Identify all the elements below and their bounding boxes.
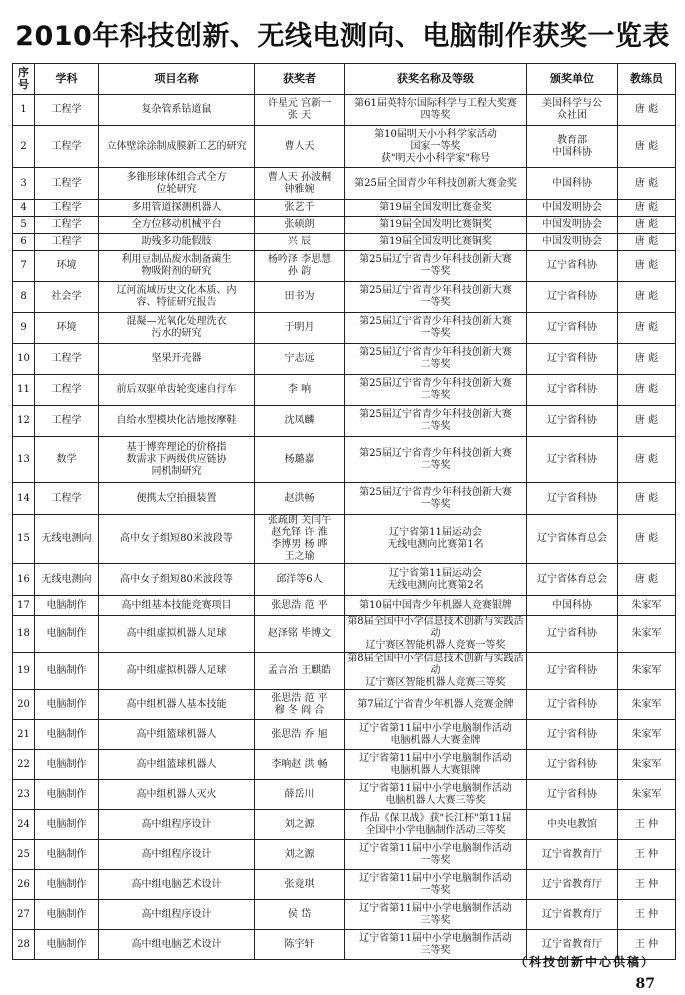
cell-no: 16 xyxy=(13,564,35,596)
page-number: 87 xyxy=(635,976,655,992)
cell-issuer: 辽宁省科协 xyxy=(527,344,618,375)
cell-no: 26 xyxy=(13,870,35,900)
table-row xyxy=(13,217,676,234)
cell-award: 第8届全国中小学信息技术创新与实践活动 辽宁赛区智能机器人竞赛一等奖 xyxy=(345,616,527,653)
cell-coach: 唐 彪 xyxy=(618,344,676,375)
cell-winner: 张硕朗 xyxy=(255,217,345,234)
cell-coach: 唐 彪 xyxy=(618,437,676,483)
table-row xyxy=(13,720,676,750)
cell-subject: 工程学 xyxy=(35,234,99,251)
page-title: 2010年科技创新、无线电测向、电脑制作获奖一览表 xyxy=(15,21,670,52)
cell-award: 辽宁省第11届运动会 无线电测向比赛第2名 xyxy=(345,564,527,596)
cell-project: 全方位移动机械平台 xyxy=(99,217,255,234)
cell-subject: 工程学 xyxy=(35,344,99,375)
cell-issuer: 中国发明协会 xyxy=(527,234,618,251)
cell-award: 第25届全国青少年科技创新大赛金奖 xyxy=(345,168,527,200)
cell-issuer: 辽宁省科协 xyxy=(527,375,618,406)
cell-winner: 张竟琪 xyxy=(255,870,345,900)
table-row xyxy=(13,690,676,720)
table-row xyxy=(13,406,676,437)
cell-winner: 杨吟泽 李思慧 孙 韵 xyxy=(255,251,345,282)
cell-winner: 李响赵 洪 畅 xyxy=(255,750,345,780)
cell-winner: 张疏朗 关闫午 赵允铎 许 淮 李博男 杨 晔 王之瑜 xyxy=(255,515,345,564)
cell-winner: 许星元 宫新一 张 天 xyxy=(255,95,345,126)
cell-winner: 赵泽铭 毕博文 xyxy=(255,616,345,653)
cell-coach: 唐 彪 xyxy=(618,564,676,596)
cell-winner: 张思浩 范 平 穆 冬 阎 合 xyxy=(255,690,345,720)
cell-winner: 刘之源 xyxy=(255,840,345,870)
cell-subject: 工程学 xyxy=(35,168,99,200)
cell-issuer: 辽宁省科协 xyxy=(527,750,618,780)
cell-winner: 刘之源 xyxy=(255,810,345,840)
table-row xyxy=(13,616,676,653)
cell-issuer: 美国科学与公 众社团 xyxy=(527,95,618,126)
cell-issuer: 辽宁省科协 xyxy=(527,653,618,690)
cell-subject: 电脑制作 xyxy=(35,810,99,840)
cell-award: 第25届辽宁省青少年科技创新大赛 二等奖 xyxy=(345,344,527,375)
cell-project: 高中组程序设计 xyxy=(99,840,255,870)
cell-subject: 工程学 xyxy=(35,95,99,126)
cell-award: 辽宁省第11届中小学电脑制作活动 电脑机器人大赛金牌 xyxy=(345,720,527,750)
cell-no: 17 xyxy=(13,596,35,616)
table-row xyxy=(13,234,676,251)
cell-project: 坚果开壳器 xyxy=(99,344,255,375)
credit-line: （科技创新中心供稿） xyxy=(514,955,655,969)
cell-winner: 张艺千 xyxy=(255,200,345,217)
cell-issuer: 中国科协 xyxy=(527,596,618,616)
cell-project: 高中组篮球机器人 xyxy=(99,720,255,750)
table-row xyxy=(13,168,676,200)
cell-no: 20 xyxy=(13,690,35,720)
cell-award: 第7届辽宁省青少年机器人竞赛金牌 xyxy=(345,690,527,720)
table-row xyxy=(13,95,676,126)
cell-winner: 沈凤麟 xyxy=(255,406,345,437)
cell-no: 7 xyxy=(13,251,35,282)
cell-project: 便携太空拍摄装置 xyxy=(99,483,255,515)
cell-coach: 朱家军 xyxy=(618,720,676,750)
cell-subject: 电脑制作 xyxy=(35,900,99,930)
cell-no: 11 xyxy=(13,375,35,406)
cell-coach: 唐 彪 xyxy=(618,406,676,437)
table-body xyxy=(13,95,676,960)
cell-issuer: 中国科协 xyxy=(527,168,618,200)
cell-coach: 唐 彪 xyxy=(618,282,676,313)
cell-award: 第25届辽宁省青少年科技创新大赛 二等奖 xyxy=(345,437,527,483)
cell-award: 作品《保卫战》获"长江杯"第11届 全国中小学电脑制作活动三等奖 xyxy=(345,810,527,840)
cell-no: 27 xyxy=(13,900,35,930)
cell-coach: 唐 彪 xyxy=(618,168,676,200)
cell-coach: 王 仲 xyxy=(618,810,676,840)
table-row xyxy=(13,251,676,282)
cell-no: 15 xyxy=(13,515,35,564)
cell-coach: 朱家军 xyxy=(618,616,676,653)
header-issuer: 颁奖单位 xyxy=(527,64,618,95)
cell-no: 5 xyxy=(13,217,35,234)
cell-project: 高中组程序设计 xyxy=(99,810,255,840)
cell-project: 高中组篮球机器人 xyxy=(99,750,255,780)
cell-subject: 电脑制作 xyxy=(35,690,99,720)
cell-winner: 张思浩 范 平 xyxy=(255,596,345,616)
table-row xyxy=(13,653,676,690)
cell-winner: 杨璐嘉 xyxy=(255,437,345,483)
cell-project: 助残多功能假肢 xyxy=(99,234,255,251)
cell-subject: 电脑制作 xyxy=(35,840,99,870)
cell-award: 第8届全国中小学信息技术创新与实践活动 辽宁赛区智能机器人竞赛三等奖 xyxy=(345,653,527,690)
cell-award: 第25届辽宁省青少年科技创新大赛 一等奖 xyxy=(345,483,527,515)
cell-coach: 朱家军 xyxy=(618,690,676,720)
cell-winner: 陈宇轩 xyxy=(255,930,345,960)
cell-no: 14 xyxy=(13,483,35,515)
cell-subject: 电脑制作 xyxy=(35,720,99,750)
table-row xyxy=(13,483,676,515)
cell-coach: 唐 彪 xyxy=(618,515,676,564)
cell-no: 6 xyxy=(13,234,35,251)
table-row xyxy=(13,375,676,406)
cell-no: 25 xyxy=(13,840,35,870)
table-row xyxy=(13,515,676,564)
cell-no: 23 xyxy=(13,780,35,810)
header-award: 获奖名称及等级 xyxy=(345,64,527,95)
cell-award: 辽宁省第11届运动会 无线电测向比赛第1名 xyxy=(345,515,527,564)
cell-no: 8 xyxy=(13,282,35,313)
table-row xyxy=(13,750,676,780)
cell-coach: 唐 彪 xyxy=(618,234,676,251)
cell-subject: 工程学 xyxy=(35,406,99,437)
cell-subject: 电脑制作 xyxy=(35,930,99,960)
cell-subject: 电脑制作 xyxy=(35,750,99,780)
cell-award: 辽宁省第11届中小学电脑制作活动 电脑机器人大赛银牌 xyxy=(345,750,527,780)
cell-project: 高中组电脑艺术设计 xyxy=(99,870,255,900)
cell-coach: 朱家军 xyxy=(618,750,676,780)
cell-project: 高中组基本技能竞赛项目 xyxy=(99,596,255,616)
cell-issuer: 辽宁省教育厅 xyxy=(527,930,618,960)
cell-subject: 工程学 xyxy=(35,483,99,515)
cell-subject: 工程学 xyxy=(35,375,99,406)
cell-subject: 环境 xyxy=(35,251,99,282)
header-winner: 获奖者 xyxy=(255,64,345,95)
cell-award: 第25届辽宁省青少年科技创新大赛 一等奖 xyxy=(345,251,527,282)
cell-award: 第19届全国发明比赛铜奖 xyxy=(345,217,527,234)
table-row xyxy=(13,870,676,900)
cell-award: 第25届辽宁省青少年科技创新大赛 二等奖 xyxy=(345,406,527,437)
header-subject: 学科 xyxy=(35,64,99,95)
table-header-row xyxy=(13,64,676,95)
cell-no: 1 xyxy=(13,95,35,126)
cell-winner: 侯 岱 xyxy=(255,900,345,930)
header-no: 序号 xyxy=(13,64,35,95)
cell-winner: 李 响 xyxy=(255,375,345,406)
cell-coach: 王 仲 xyxy=(618,930,676,960)
cell-no: 13 xyxy=(13,437,35,483)
cell-no: 18 xyxy=(13,616,35,653)
cell-no: 24 xyxy=(13,810,35,840)
cell-subject: 环境 xyxy=(35,313,99,344)
cell-award: 第10届中国青少年机器人竞赛银牌 xyxy=(345,596,527,616)
cell-award: 第25届辽宁省青少年科技创新大赛 一等奖 xyxy=(345,313,527,344)
table-row xyxy=(13,780,676,810)
cell-issuer: 辽宁省科协 xyxy=(527,780,618,810)
cell-coach: 王 仲 xyxy=(618,900,676,930)
table-row xyxy=(13,313,676,344)
cell-subject: 电脑制作 xyxy=(35,616,99,653)
cell-coach: 王 仲 xyxy=(618,870,676,900)
cell-coach: 朱家军 xyxy=(618,596,676,616)
cell-project: 前后双驱单齿轮变速自行车 xyxy=(99,375,255,406)
cell-winner: 张思浩 乔 旭 xyxy=(255,720,345,750)
cell-no: 2 xyxy=(13,126,35,168)
awards-table xyxy=(12,63,676,960)
cell-award: 第19届全国发明比赛金奖 xyxy=(345,200,527,217)
cell-winner: 于明月 xyxy=(255,313,345,344)
cell-coach: 唐 彪 xyxy=(618,95,676,126)
cell-issuer: 中央电教馆 xyxy=(527,810,618,840)
cell-winner: 孟言治 王麒皓 xyxy=(255,653,345,690)
cell-subject: 工程学 xyxy=(35,126,99,168)
cell-coach: 朱家军 xyxy=(618,653,676,690)
cell-project: 混凝—光氧化处理洗衣 污水的研究 xyxy=(99,313,255,344)
cell-coach: 唐 彪 xyxy=(618,126,676,168)
cell-no: 9 xyxy=(13,313,35,344)
cell-award: 辽宁省第11届中小学电脑制作活动 三等奖 xyxy=(345,900,527,930)
cell-project: 高中组程序设计 xyxy=(99,900,255,930)
cell-award: 第25届辽宁省青少年科技创新大赛 二等奖 xyxy=(345,375,527,406)
cell-issuer: 辽宁省科协 xyxy=(527,690,618,720)
table-row xyxy=(13,900,676,930)
cell-coach: 唐 彪 xyxy=(618,375,676,406)
cell-issuer: 辽宁省科协 xyxy=(527,282,618,313)
cell-project: 高中组虚拟机器人足球 xyxy=(99,616,255,653)
cell-project: 多用管道探测机器人 xyxy=(99,200,255,217)
cell-no: 21 xyxy=(13,720,35,750)
cell-subject: 电脑制作 xyxy=(35,870,99,900)
cell-project: 自给水型模块化洁地按摩鞋 xyxy=(99,406,255,437)
table-row xyxy=(13,200,676,217)
cell-project: 多锥形球体组合式全方 位轮研究 xyxy=(99,168,255,200)
cell-issuer: 辽宁省教育厅 xyxy=(527,870,618,900)
cell-no: 22 xyxy=(13,750,35,780)
cell-coach: 唐 彪 xyxy=(618,313,676,344)
cell-issuer: 辽宁省科协 xyxy=(527,406,618,437)
cell-project: 高中组机器人基本技能 xyxy=(99,690,255,720)
cell-subject: 工程学 xyxy=(35,200,99,217)
header-coach: 教练员 xyxy=(618,64,676,95)
cell-award: 辽宁省第11届中小学电脑制作活动 三等奖 xyxy=(345,930,527,960)
table-row xyxy=(13,810,676,840)
cell-subject: 无线电测向 xyxy=(35,515,99,564)
cell-winner: 宁志远 xyxy=(255,344,345,375)
cell-no: 19 xyxy=(13,653,35,690)
header-project: 项目名称 xyxy=(99,64,255,95)
cell-award: 第19届全国发明比赛铜奖 xyxy=(345,234,527,251)
cell-project: 高中女子组短80米波段等 xyxy=(99,564,255,596)
cell-coach: 唐 彪 xyxy=(618,483,676,515)
table-row xyxy=(13,126,676,168)
cell-no: 3 xyxy=(13,168,35,200)
cell-no: 28 xyxy=(13,930,35,960)
table-row xyxy=(13,840,676,870)
cell-project: 基于博弈理论的价格指 数需求下两级供应链协 同机制研究 xyxy=(99,437,255,483)
cell-winner: 曹人天 孙波桐 钟雅婉 xyxy=(255,168,345,200)
table-row xyxy=(13,564,676,596)
cell-subject: 社会学 xyxy=(35,282,99,313)
cell-project: 高中组电脑艺术设计 xyxy=(99,930,255,960)
cell-issuer: 中国发明协会 xyxy=(527,217,618,234)
cell-project: 高中组机器人灭火 xyxy=(99,780,255,810)
cell-subject: 工程学 xyxy=(35,217,99,234)
cell-issuer: 辽宁省体育总会 xyxy=(527,515,618,564)
cell-award: 辽宁省第11届中小学电脑制作活动 一等奖 xyxy=(345,870,527,900)
cell-project: 复杂管系钻道鼠 xyxy=(99,95,255,126)
cell-winner: 兴 辰 xyxy=(255,234,345,251)
cell-coach: 唐 彪 xyxy=(618,217,676,234)
cell-project: 高中组虚拟机器人足球 xyxy=(99,653,255,690)
cell-coach: 朱家军 xyxy=(618,780,676,810)
cell-coach: 王 仲 xyxy=(618,840,676,870)
cell-issuer: 辽宁省科协 xyxy=(527,616,618,653)
cell-no: 12 xyxy=(13,406,35,437)
table-row xyxy=(13,596,676,616)
cell-award: 第10届明天小小科学家活动 国家一等奖 获"明天小小科学家"称号 xyxy=(345,126,527,168)
cell-winner: 赵洪畅 xyxy=(255,483,345,515)
cell-award: 第61届英特尔国际科学与工程大奖赛 四等奖 xyxy=(345,95,527,126)
cell-subject: 无线电测向 xyxy=(35,564,99,596)
cell-subject: 电脑制作 xyxy=(35,653,99,690)
cell-issuer: 辽宁省科协 xyxy=(527,251,618,282)
cell-subject: 电脑制作 xyxy=(35,596,99,616)
cell-winner: 曹人天 xyxy=(255,126,345,168)
cell-project: 利用豆制品废水制备菌生 物吸附剂的研究 xyxy=(99,251,255,282)
table-row xyxy=(13,344,676,375)
cell-issuer: 辽宁省体育总会 xyxy=(527,564,618,596)
cell-award: 第25届辽宁省青少年科技创新大赛 一等奖 xyxy=(345,282,527,313)
table-row xyxy=(13,437,676,483)
cell-issuer: 中国发明协会 xyxy=(527,200,618,217)
cell-issuer: 辽宁省科协 xyxy=(527,483,618,515)
cell-subject: 数学 xyxy=(35,437,99,483)
cell-award: 辽宁省第11届中小学电脑制作活动 一等奖 xyxy=(345,840,527,870)
cell-project: 立体壁涂涂制成膜新工艺的研究 xyxy=(99,126,255,168)
table-row xyxy=(13,282,676,313)
cell-issuer: 辽宁省科协 xyxy=(527,720,618,750)
cell-no: 10 xyxy=(13,344,35,375)
cell-winner: 邱洋等6人 xyxy=(255,564,345,596)
cell-winner: 田书为 xyxy=(255,282,345,313)
cell-subject: 电脑制作 xyxy=(35,780,99,810)
cell-winner: 薛岳川 xyxy=(255,780,345,810)
cell-project: 辽河流域历史文化本质、内 容、特征研究报告 xyxy=(99,282,255,313)
cell-issuer: 辽宁省科协 xyxy=(527,313,618,344)
cell-issuer: 辽宁省教育厅 xyxy=(527,900,618,930)
cell-issuer: 教育部 中国科协 xyxy=(527,126,618,168)
cell-coach: 唐 彪 xyxy=(618,251,676,282)
cell-award: 辽宁省第11届中小学电脑制作活动 电脑机器人大赛三等奖 xyxy=(345,780,527,810)
cell-issuer: 辽宁省教育厅 xyxy=(527,840,618,870)
cell-no: 4 xyxy=(13,200,35,217)
cell-issuer: 辽宁省科协 xyxy=(527,437,618,483)
cell-project: 高中女子组短80米波段等 xyxy=(99,515,255,564)
cell-coach: 唐 彪 xyxy=(618,200,676,217)
